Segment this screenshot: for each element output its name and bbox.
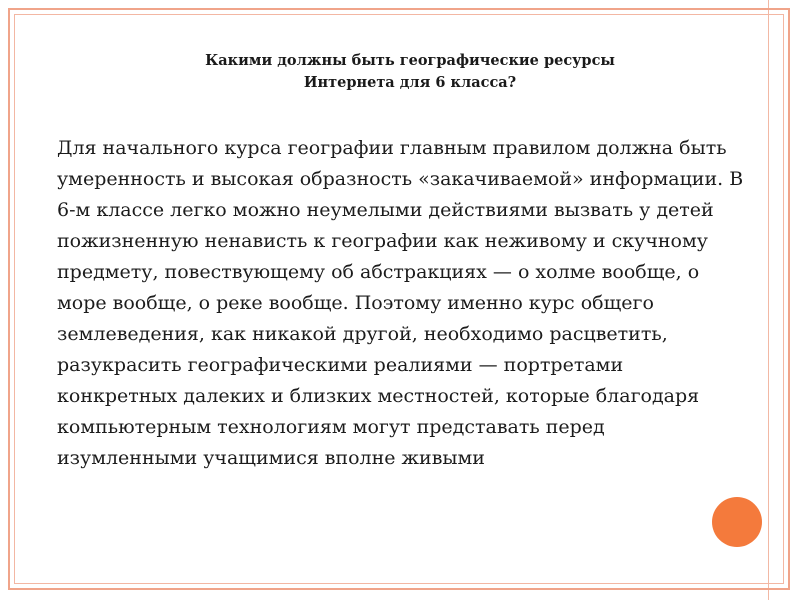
decorative-orange-circle	[712, 497, 762, 547]
slide-title: Какими должны быть географические ресурсы Интернета для 6 класса?	[205, 52, 615, 91]
slide-body-text: Для начального курса географии главным правилом должна быть умеренность и высокая образность «закачиваемой» информации. В 6-м классе легко можно неумелыми действиями вызвать у детей пожизненную ненависть к географии как неживому и скучному предмету, повествующему об абстракциях — о холме вообще, о море вообще, о реке вообще. Поэтому именно курс общего землеведения, как никакой другой, необходимо расцветить, разукрасить географическими реалиями — портретами конкретных далеких и близких местностей, которые благодаря компьютерным технологиям могут представать перед изумленными учащимися вполне живыми	[57, 137, 744, 469]
